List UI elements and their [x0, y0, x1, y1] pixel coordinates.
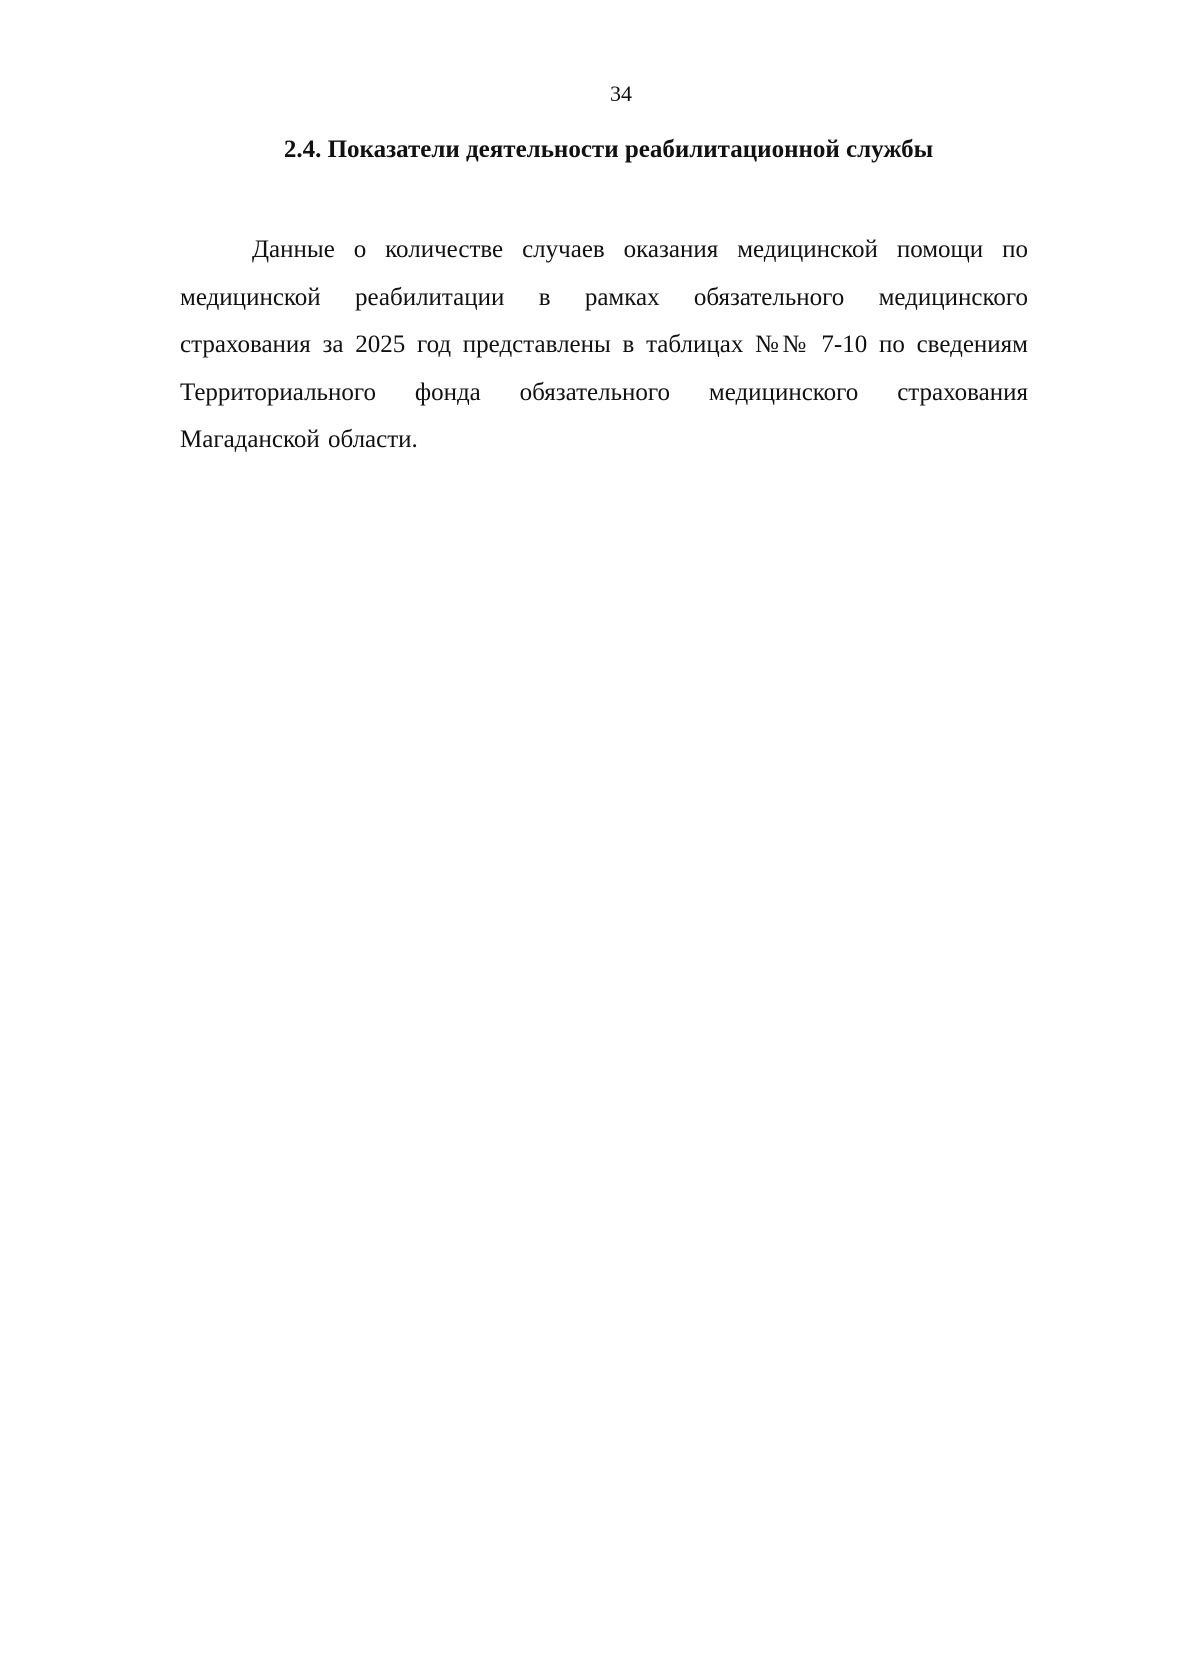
- section-title: 2.4. Показатели деятельности реабилитационной службы: [283, 136, 934, 163]
- body-paragraph: Данные о количестве случаев оказания медицинской помощи по медицинской реабилитации в рамках обязательного медицинского страхования за 2025 год представлены в таблицах №№ 7-10 по сведениям Территориального фонда обязательного медицинского страхования Магаданской области.: [180, 236, 1028, 453]
- page-number: 34: [610, 81, 632, 106]
